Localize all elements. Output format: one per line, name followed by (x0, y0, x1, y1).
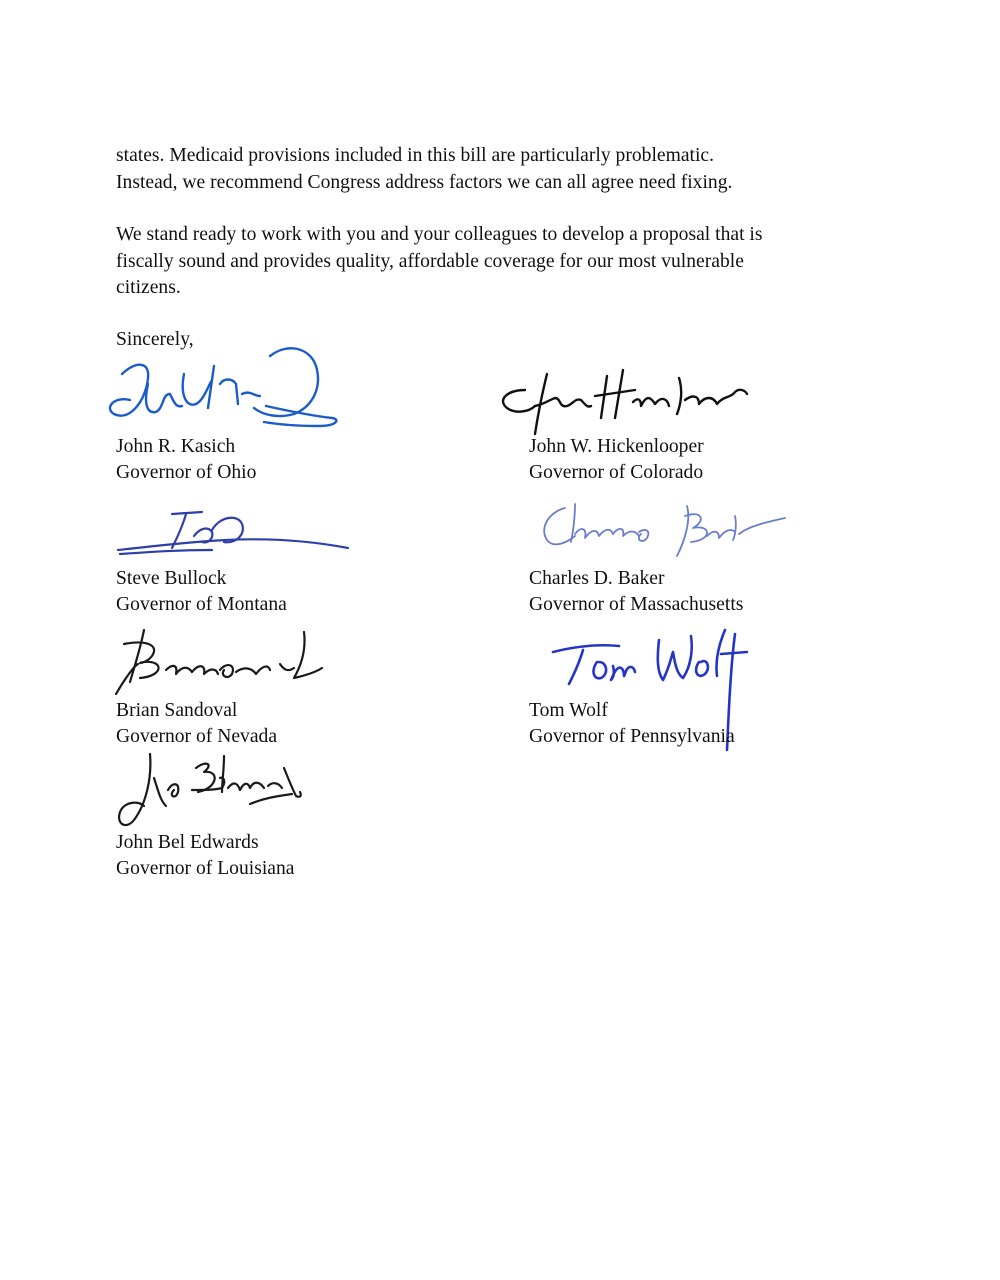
paragraph-line: states. Medicaid provisions included in this bill are particularly problematic. (116, 145, 715, 166)
paragraph-line: Instead, we recommend Congress address factors we can all agree need fixing. (116, 171, 733, 193)
signatory-name: Steve Bullock (116, 568, 227, 589)
signatory-title: Governor of Ohio (116, 462, 257, 483)
sandoval-signature (104, 624, 334, 700)
signatory-name: Charles D. Baker (529, 568, 665, 589)
signatory-title: Governor of Nevada (116, 726, 278, 747)
signatory-title: Governor of Colorado (529, 462, 704, 483)
signatory-name: Tom Wolf (529, 700, 608, 721)
signatory-name: John Bel Edwards (116, 832, 259, 853)
signatory-title: Governor of Montana (116, 594, 287, 615)
body-paragraph-2 (116, 222, 916, 302)
bullock-signature (116, 510, 356, 570)
paragraph-line: citizens. (116, 277, 181, 298)
signatory-title: Governor of Massachusetts (529, 594, 744, 615)
signatory-title: Governor of Louisiana (116, 858, 295, 879)
signatory-title: Governor of Pennsylvania (529, 726, 735, 747)
hickenlooper-signature (485, 356, 775, 446)
paragraph-line: We stand ready to work with you and your colleagues to develop a proposal that is (116, 224, 763, 245)
signatory-name: John R. Kasich (116, 436, 236, 457)
signatory-name: John W. Hickenlooper (529, 436, 704, 457)
closing-salutation: Sincerely, (116, 329, 194, 350)
paragraph-line: fiscally sound and provides quality, affordable coverage for our most vulnerable (116, 250, 744, 272)
edwards-signature (110, 748, 310, 840)
body-paragraph-1 (116, 143, 916, 196)
baker-signature (535, 496, 795, 566)
signatory-name: Brian Sandoval (116, 700, 238, 721)
